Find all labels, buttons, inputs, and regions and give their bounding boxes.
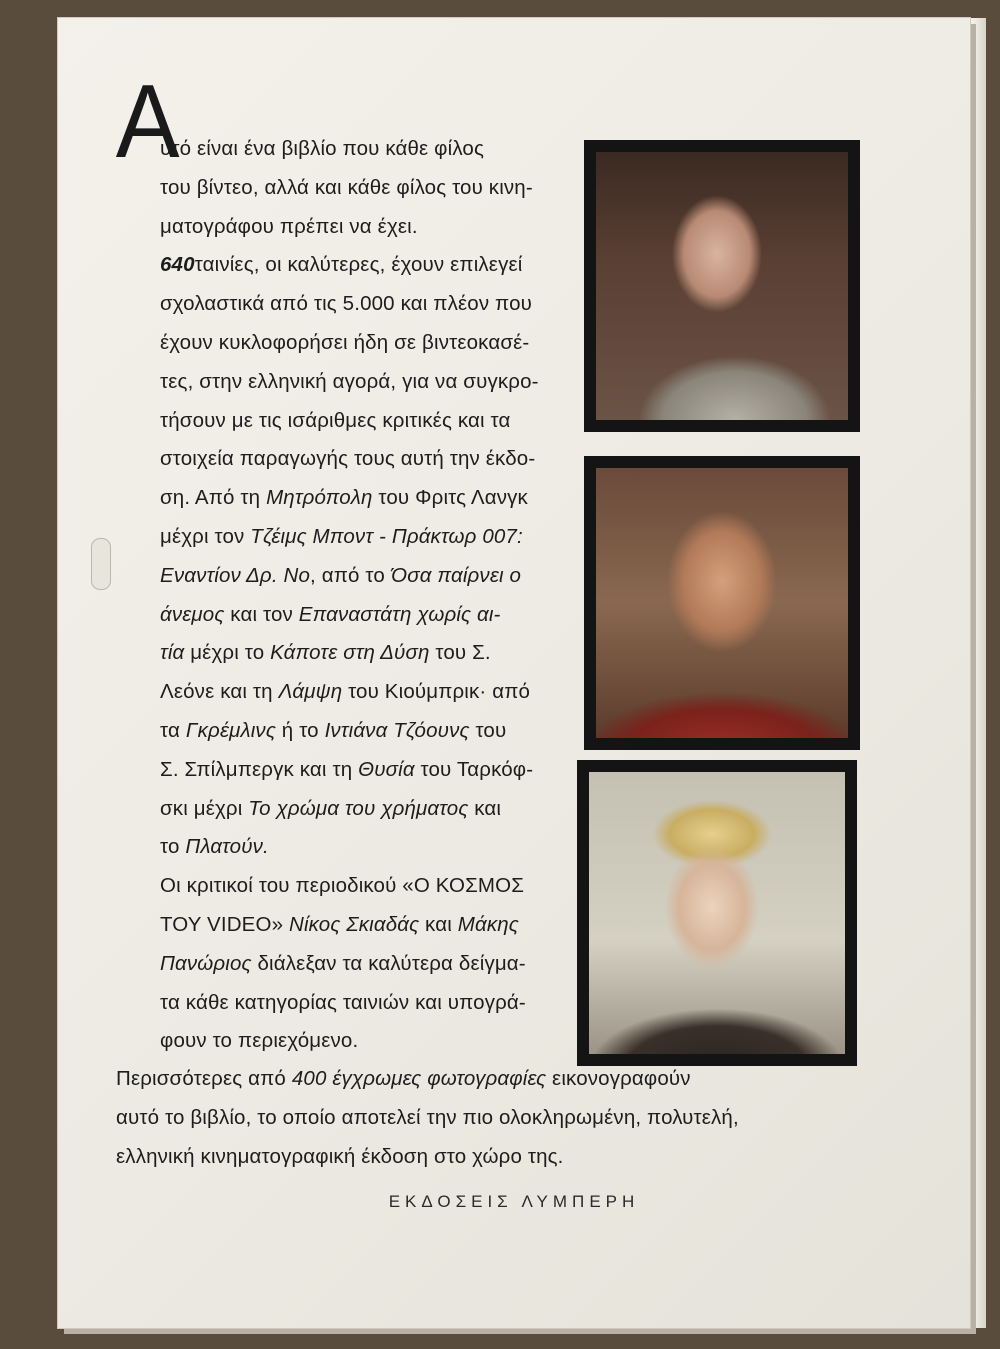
text-segment: Τζέιμς Μποντ - Πράκτωρ 007:	[250, 524, 523, 548]
text-segment: Το χρώμα του χρήματος	[248, 796, 469, 820]
text-line	[160, 790, 566, 829]
text-line	[116, 1060, 860, 1099]
text-line	[160, 246, 566, 285]
text-segment: του	[469, 718, 507, 742]
text-segment: ή το	[275, 718, 325, 742]
text-line	[160, 518, 566, 557]
text-segment: Οι κριτικοί του περιοδικού «Ο ΚΟΣΜΟΣ	[160, 874, 525, 898]
text-segment: Εναντίον Δρ. Νο	[160, 563, 311, 587]
publisher-name: ΕΚΔΟΣΕΙΣ ΛΥΜΠΕΡΗ	[388, 1192, 640, 1211]
text-segment: ελληνική κινηματογραφική έκδοση στο χώρο της.	[116, 1144, 564, 1168]
text-line	[160, 712, 566, 751]
text-line	[160, 673, 566, 712]
text-line	[160, 208, 566, 247]
text-segment: αυτό το βιβλίο, το οποίο αποτελεί την πιο ολοκληρωμένη, πολυτελή,	[116, 1105, 739, 1129]
text-segment: του Φριτς Λανγκ	[372, 486, 528, 510]
text-segment: υτό είναι ένα βιβλίο που κάθε φίλος	[160, 137, 484, 160]
description-lower	[116, 1060, 860, 1176]
text-segment: Θυσία	[358, 757, 415, 781]
text-line	[160, 479, 566, 518]
text-line	[160, 945, 566, 984]
text-segment: Επαναστάτη χωρίς αι-	[298, 602, 501, 626]
text-segment: Πανώριος	[160, 951, 252, 975]
text-line	[160, 1022, 566, 1061]
text-segment: διάλεξαν τα καλύτερα δείγμα-	[251, 951, 526, 975]
text-segment: Μητρόπολη	[266, 486, 373, 510]
text-line	[116, 1138, 860, 1177]
text-segment: και	[419, 912, 458, 936]
text-segment: Όσα παίρνει ο	[390, 563, 522, 587]
text-line	[160, 596, 566, 635]
text-line	[116, 1099, 860, 1138]
text-segment: Γκρέμλινς	[185, 718, 276, 742]
text-line	[160, 363, 566, 402]
text-segment: μέχρι τον	[160, 524, 251, 548]
text-segment: σχολαστικά από τις 5.000 και πλέον που	[160, 292, 532, 316]
text-line	[160, 634, 566, 673]
text-segment: ΤΟΥ VIDEO»	[160, 912, 289, 936]
text-line	[160, 867, 566, 906]
text-segment: του Ταρκόφ-	[414, 757, 534, 781]
text-segment: Μάκης	[457, 912, 519, 936]
drop-cap: Α	[115, 64, 180, 180]
text-line	[160, 402, 566, 441]
text-segment: εικονογραφούν	[546, 1067, 691, 1090]
photo-marlon-brando	[584, 456, 860, 750]
portrait-image	[589, 772, 845, 1054]
text-line	[160, 440, 566, 479]
text-segment: Σ. Σπίλμπεργκ και τη	[160, 757, 359, 781]
text-segment: , από το	[310, 563, 391, 587]
text-segment: ματογράφου πρέπει να έχει.	[160, 214, 418, 238]
punch-hole	[91, 538, 111, 590]
text-segment: μέχρι το	[184, 641, 271, 665]
text-line	[160, 169, 566, 208]
text-segment: Κάποτε στη Δύση	[270, 641, 430, 665]
portrait-image	[596, 468, 848, 738]
text-segment: τα	[160, 718, 186, 742]
text-segment: στοιχεία παραγωγής τους αυτή την έκδο-	[160, 447, 536, 471]
text-segment: Πλατούν.	[185, 835, 269, 859]
text-line	[160, 130, 566, 169]
text-segment: έχουν κυκλοφορήσει ήδη σε βιντεοκασέ-	[160, 330, 530, 354]
text-line	[160, 828, 566, 867]
text-segment: φουν το περιεχόμενο.	[160, 1029, 359, 1053]
text-segment: Ιντιάνα Τζόουνς	[324, 718, 470, 742]
text-segment: και	[468, 796, 502, 820]
photo-mickey-rourke	[584, 140, 860, 432]
text-segment: και τον	[224, 602, 299, 626]
text-segment: 640	[160, 253, 195, 277]
text-segment: Λεόνε και τη	[160, 680, 279, 704]
text-line	[160, 557, 566, 596]
portrait-image	[596, 152, 848, 420]
text-segment: του Κιούμπρικ· από	[342, 680, 531, 704]
text-line	[160, 285, 566, 324]
text-segment: Περισσότερες από	[116, 1067, 292, 1090]
photo-meryl-streep	[577, 760, 857, 1066]
text-segment: του βίντεο, αλλά και κάθε φίλος του κινη-	[160, 175, 533, 199]
text-segment: Λάμψη	[278, 680, 343, 704]
text-segment: τία	[160, 641, 185, 665]
text-segment: Νίκος Σκιαδάς	[288, 912, 420, 936]
text-segment: του Σ.	[429, 641, 491, 665]
text-segment: το	[160, 835, 186, 859]
description-upper	[160, 130, 566, 1061]
text-segment: τα κάθε κατηγορίας ταινιών και υπογρά-	[160, 990, 526, 1014]
text-segment: τες, στην ελληνική αγορά, για να συγκρο-	[160, 369, 539, 393]
text-line	[160, 984, 566, 1023]
text-line	[160, 751, 566, 790]
text-line	[160, 906, 566, 945]
text-segment: ση. Από τη	[160, 486, 267, 510]
text-segment: 400 έγχρωμες φωτογραφίες	[291, 1067, 547, 1090]
text-segment: σκι μέχρι	[160, 796, 249, 820]
text-segment: άνεμος	[160, 602, 225, 626]
text-segment: ταινίες, οι καλύτερες, έχουν επιλεγεί	[194, 253, 523, 277]
text-line	[160, 324, 566, 363]
text-segment: τήσουν με τις ισάριθμες κριτικές και τα	[160, 408, 511, 432]
